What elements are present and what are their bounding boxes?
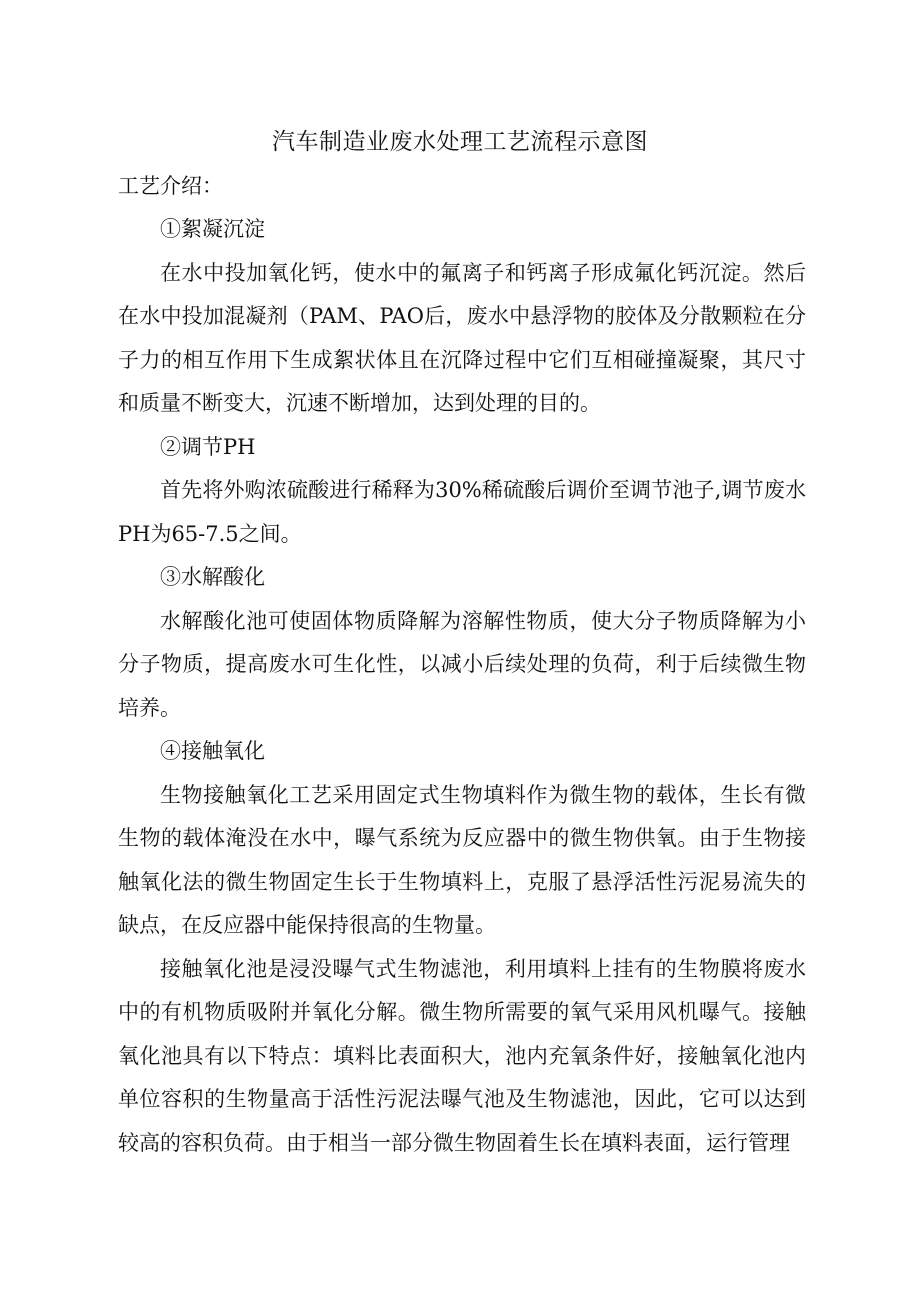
section-paragraph-ph-adjustment: 首先将外购浓硫酸进行稀释为30%稀硫酸后调价至调节池子,调节废水PH为65-7.5之间。 <box>118 478 806 546</box>
section-paragraph-contact-oxidation-2: 接触氧化池是浸没曝气式生物滤池，利用填料上挂有的生物膜将废水中的有机物质吸附并氧化分解。微生物所需要的氧气采用风机曝气。接触氧化池具有以下特点：填料比表面积大，池内充氧条件好，接触氧化池内单位容积的生物量高于活性污泥法曝气池及生物滤池，因此，它可以达到较高的容积负荷。由于相当一部分微生物固着生长在填料表面，运行管理 <box>118 956 806 1155</box>
section-heading-ph-adjustment: ②调节PH <box>160 434 256 459</box>
section-paragraph-contact-oxidation-1: 生物接触氧化工艺采用固定式生物填料作为微生物的载体，生长有微生物的载体淹没在水中，曝气系统为反应器中的微生物供氧。由于生物接触氧化法的微生物固定生长于生物填料上，克服了悬浮活性污泥易流失的缺点，在反应器中能保持很高的生物量。 <box>118 782 806 937</box>
document-body <box>118 208 806 1165</box>
section-paragraph-flocculation: 在水中投加氧化钙，使水中的氟离子和钙离子形成氟化钙沉淀。然后在水中投加混凝剂（PAM、PAO后，废水中悬浮物的胶体及分散颗粒在分子力的相互作用下生成絮状体且在沉降过程中它们互相碰撞凝聚，其尺寸和质量不断变大，沉速不断增加，达到处理的目的。 <box>118 260 806 415</box>
section-heading-contact-oxidation: ④接触氧化 <box>160 739 265 763</box>
section-heading-hydrolysis-acidification: ③水解酸化 <box>160 565 265 589</box>
section-paragraph-hydrolysis-acidification: 水解酸化池可使固体物质降解为溶解性物质，使大分子物质降解为小分子物质，提高废水可生化性，以减小后续处理的负荷，利于后续微生物培养。 <box>118 608 806 720</box>
document-title: 汽车制造业废水处理工艺流程示意图 <box>272 129 648 155</box>
section-heading-flocculation: ①絮凝沉淀 <box>160 217 265 241</box>
intro-label: 工艺介绍： <box>118 174 223 198</box>
